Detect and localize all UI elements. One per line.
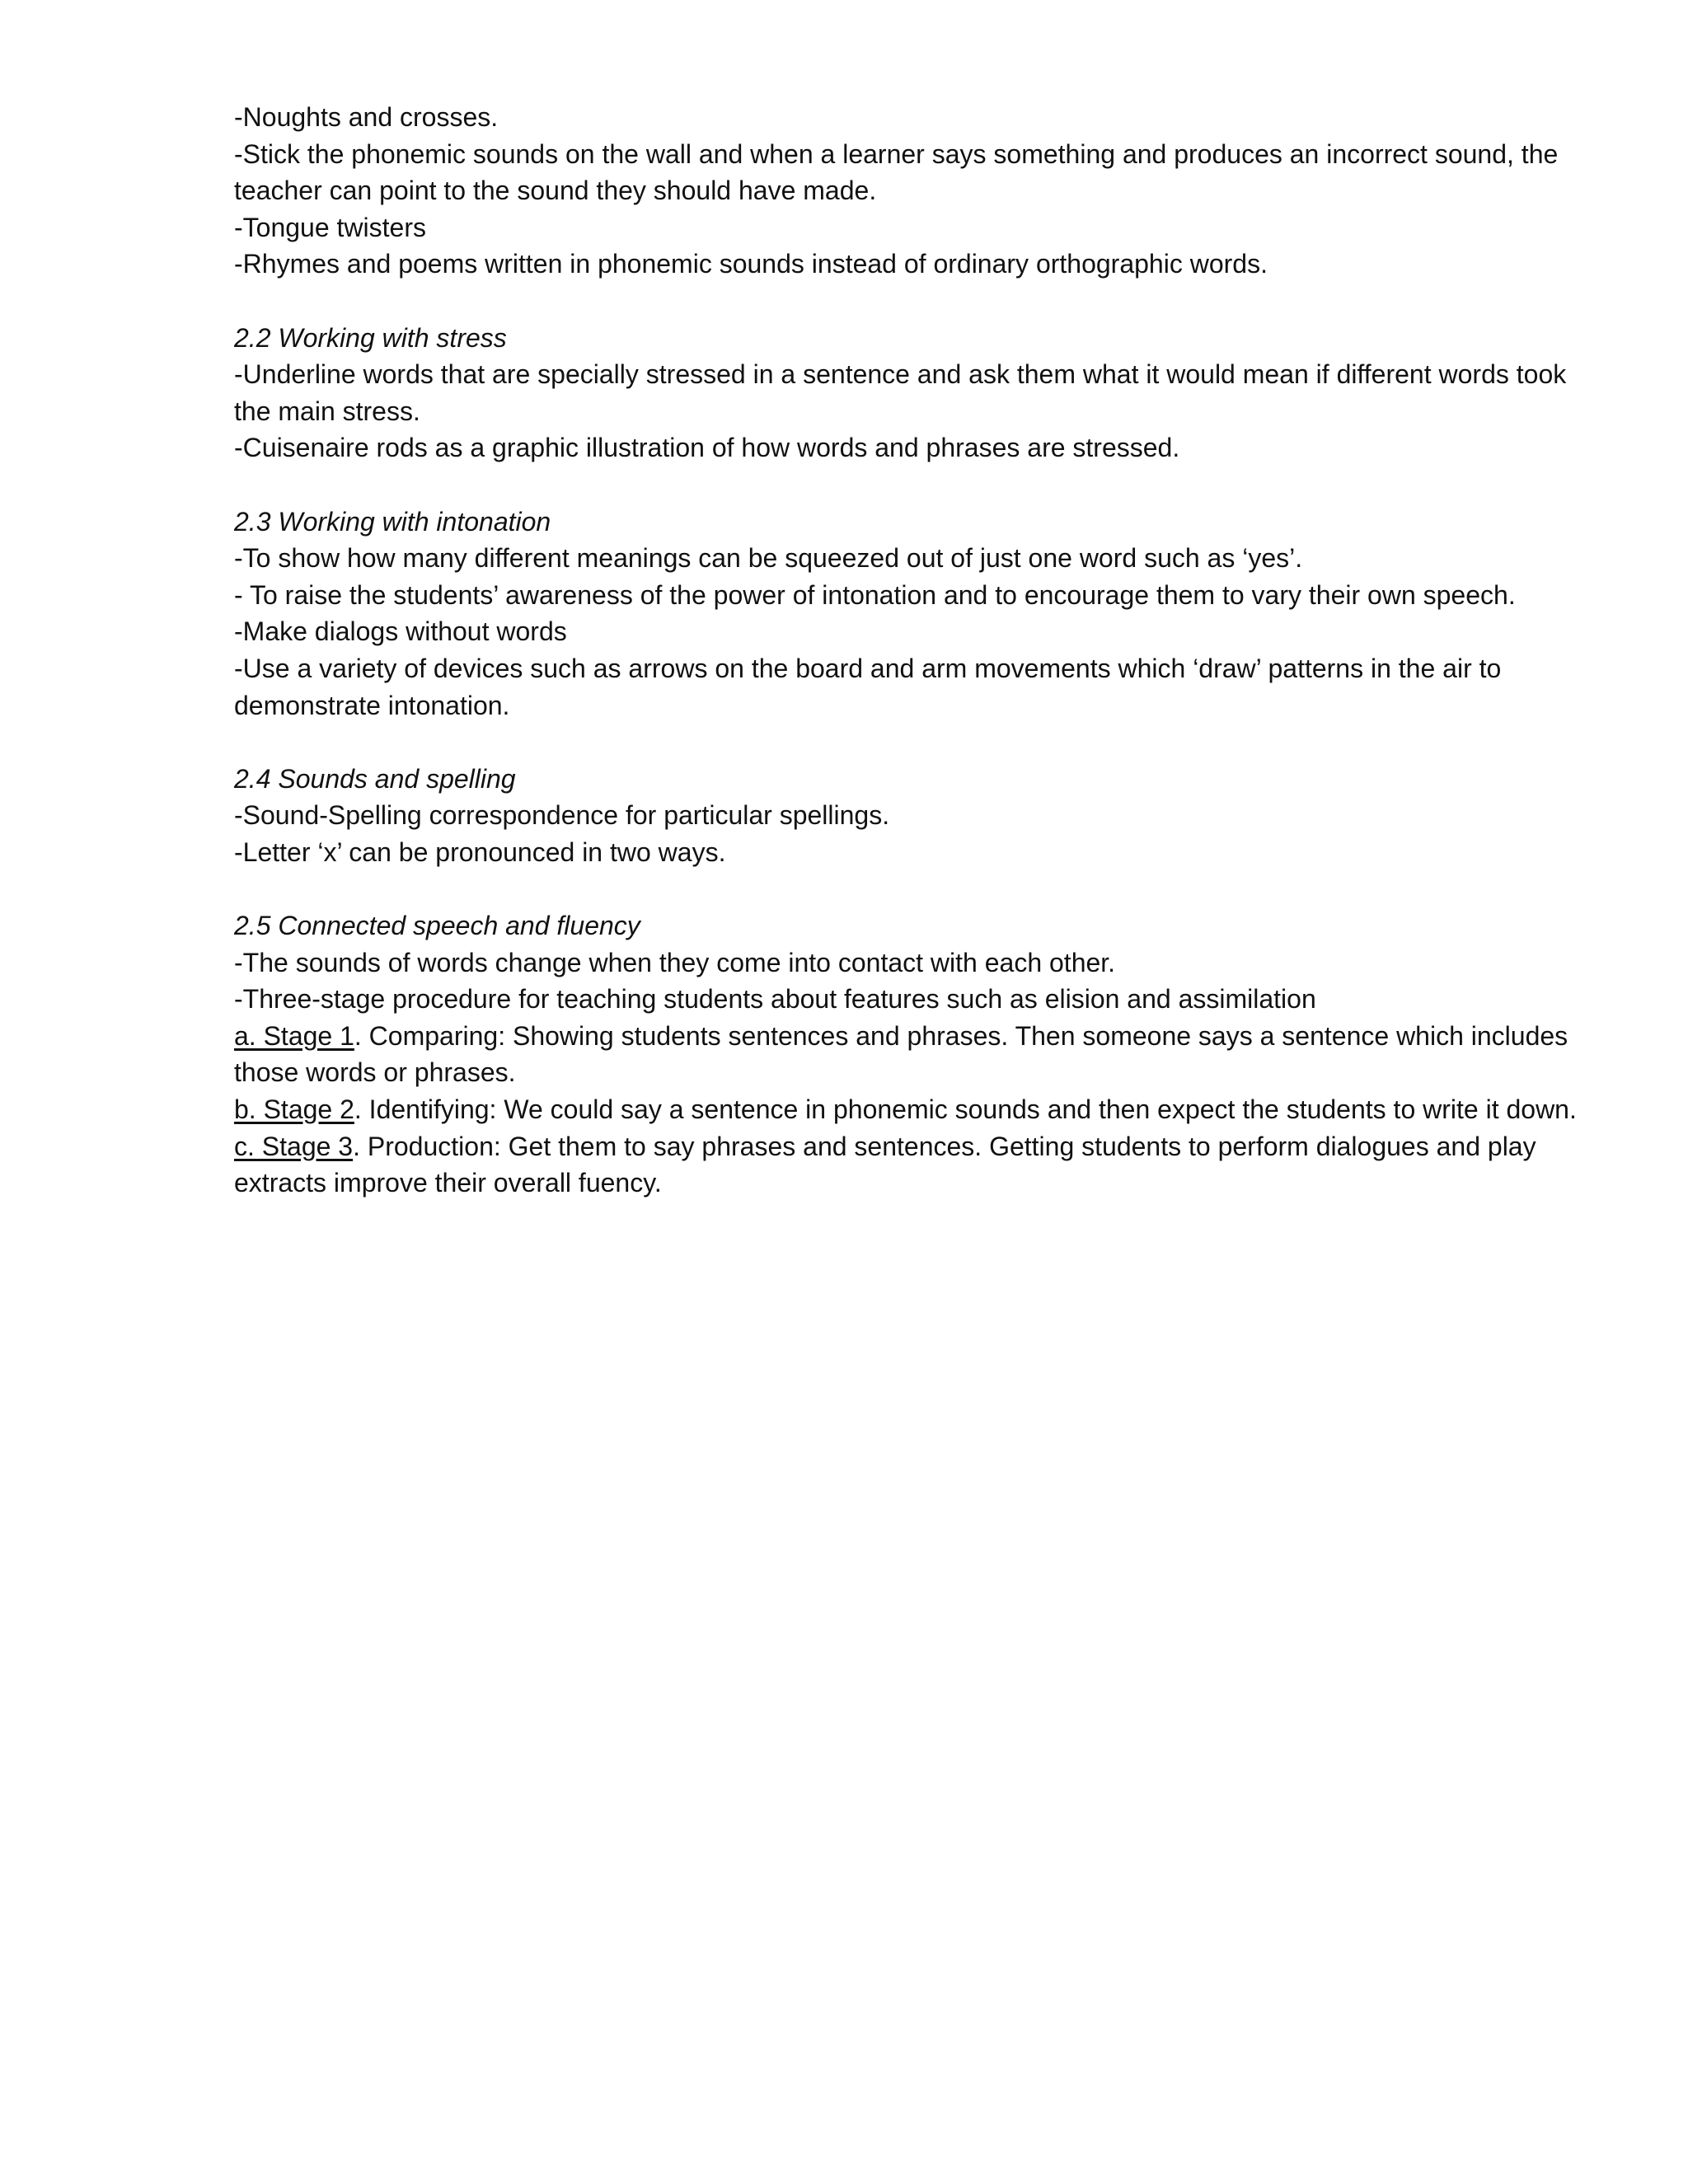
stage-2-label: b. Stage 2 (234, 1094, 354, 1125)
stage-2-paragraph (234, 1091, 1586, 1128)
intonation-heading: 2.3 Working with intonation (234, 506, 551, 537)
stage-3-label: c. Stage 3 (234, 1131, 354, 1161)
document-page (234, 99, 1586, 1202)
intro-line-3: -Tongue twisters (234, 212, 426, 242)
connected-line-1: -The sounds of words change when they come into contact with each other. (234, 947, 1116, 977)
intonation-line-1: -To show how many different meanings can be squeezed out of just one word such as ‘yes’. (234, 543, 1303, 574)
stage-1-label: a. Stage 1 (234, 1020, 354, 1051)
stress-line-1: -Underline words that are specially stressed in a sentence and ask them what it would mean if different words took the main stress. (234, 359, 1567, 426)
paragraph-gap (234, 283, 1586, 320)
intonation-line-3: -Make dialogs without words (234, 616, 567, 647)
connected-line-2: -Three-stage procedure for teaching students about features such as elision and assimilation (234, 984, 1316, 1015)
paragraph-gap (234, 870, 1586, 907)
intro-line-1: -Noughts and crosses. (234, 102, 499, 132)
stress-heading: 2.2 Working with stress (234, 322, 507, 353)
stage-1-text: . Comparing: Showing students sentences and phrases. Then someone says a sentence which includes those words or phrases. (234, 1020, 1568, 1088)
intro-line-2: -Stick the phonemic sounds on the wall and when a learner says something and produces an incorrect sound, the teacher can point to the sound they should have made. (234, 138, 1559, 206)
paragraph-gap (234, 724, 1586, 761)
intonation-line-4: -Use a variety of devices such as arrows on the board and arm movements which ‘draw’ patterns in the air to demonstrate intonation. (234, 653, 1502, 720)
spelling-line-2: -Letter ‘x’ can be pronounced in two ways. (234, 837, 726, 867)
paragraph-gap (234, 466, 1586, 504)
connected-heading: 2.5 Connected speech and fluency (234, 911, 640, 941)
spelling-line-1: -Sound-Spelling correspondence for particular spellings. (234, 800, 890, 831)
intro-line-4: -Rhymes and poems written in phonemic sounds instead of ordinary orthographic words. (234, 249, 1268, 279)
stage-3-paragraph (234, 1128, 1586, 1202)
stress-line-2: -Cuisenaire rods as a graphic illustration of how words and phrases are stressed. (234, 433, 1180, 463)
spelling-heading: 2.4 Sounds and spelling (234, 763, 516, 794)
intonation-line-2: - To raise the students’ awareness of the power of intonation and to encourage them to vary their own speech. (234, 579, 1516, 610)
stage-2-text: . Identifying: We could say a sentence in phonemic sounds and then expect the students to write it down. (354, 1094, 1577, 1125)
stage-3-text: . Production: Get them to say phrases and sentences. Getting students to perform dialogues and play extracts improve their overall fuency. (234, 1131, 1536, 1198)
stage-1-paragraph (234, 1018, 1586, 1091)
